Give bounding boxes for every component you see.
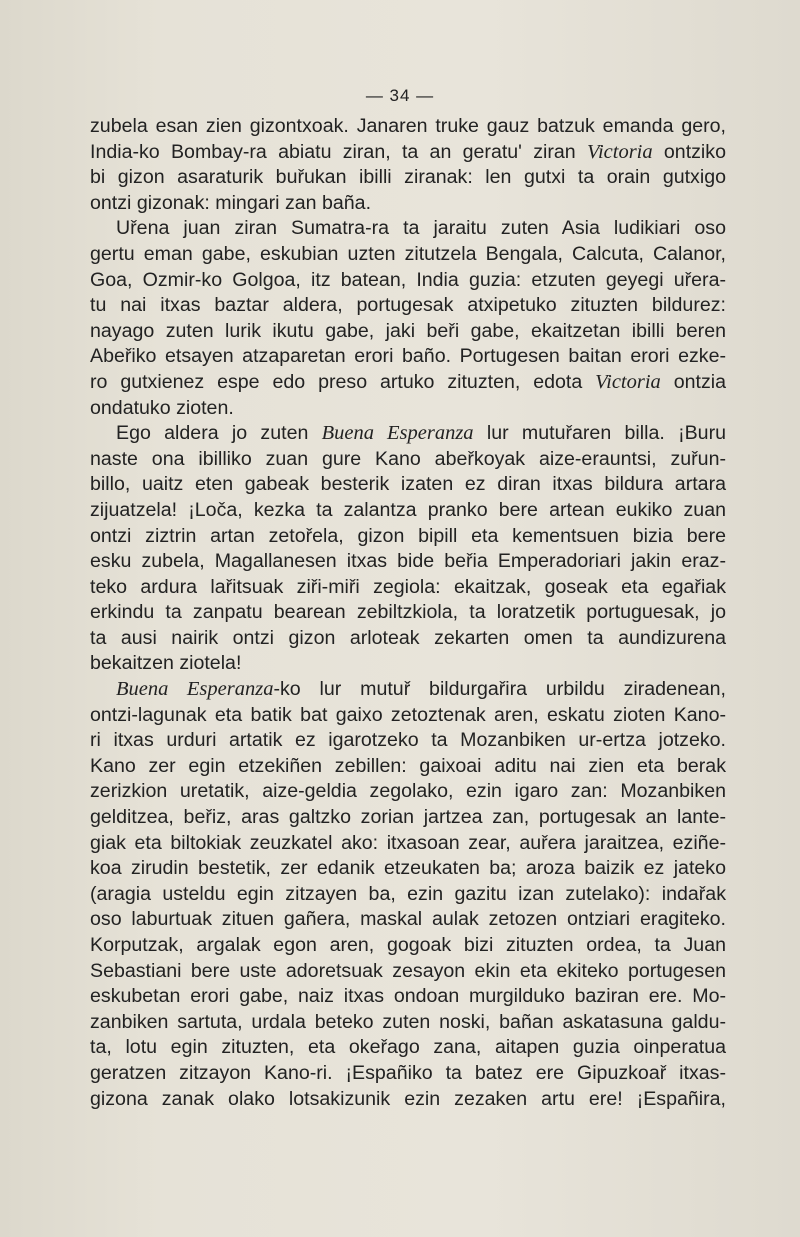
text-line xyxy=(90,114,726,140)
text-line xyxy=(90,677,726,703)
italic-run: Victoria xyxy=(586,140,653,163)
text-run: ontzi gizonak: mingari zan baña. xyxy=(90,191,372,214)
text-run: teko ardura lařitsuak ziři-miři zegiola: ekaitzak, goseak eta egařiak xyxy=(90,575,726,598)
text-line xyxy=(90,805,726,831)
text-line xyxy=(90,1061,726,1087)
text-run: ontzi ziztrin artan zetořela, gizon bipill eta kementsuen bizia bere xyxy=(90,524,726,547)
text-line xyxy=(90,472,726,498)
page-number: — 34 — xyxy=(365,86,435,105)
text-line xyxy=(90,242,726,268)
text-run: giak eta biltokiak zeuzkatel ako: itxasoan zear, auřera jaraitzea, eziñe- xyxy=(90,831,726,854)
text-line xyxy=(90,959,726,985)
text-run: zubela esan zien gizontxoak. Janaren truke gauz batzuk emanda gero, xyxy=(90,115,726,137)
text-run: Korputzak, argalak egon aren, gogoak bizi zituzten ordea, ta Juan xyxy=(90,934,726,956)
text-run: ro gutxienez espe edo preso artuko zituzten, edota xyxy=(90,370,596,393)
text-line xyxy=(90,447,726,473)
text-run: tu nai itxas baztar aldera, portugesak atxipetuko zituzten bildurez: xyxy=(90,294,726,317)
text-line xyxy=(90,549,726,575)
text-line xyxy=(90,754,726,780)
text-line xyxy=(90,779,726,805)
text-line xyxy=(90,933,726,959)
text-line xyxy=(90,728,726,754)
text-run: esku zubela, Magallanesen itxas bide beřia Emperadoriari jakin eraz- xyxy=(90,550,726,573)
italic-run: Buena Esperanza xyxy=(116,678,274,701)
text-line xyxy=(90,524,726,550)
text-line xyxy=(90,984,726,1010)
text-line xyxy=(90,1010,726,1036)
italic-run: Victoria xyxy=(595,370,661,393)
text-line xyxy=(90,651,726,677)
body-text xyxy=(90,114,726,1112)
text-line xyxy=(90,626,726,652)
text-run: Goa, Ozmir-ko Golgoa, itz batean, India guzia: etzuten geyegi uřera- xyxy=(90,268,726,291)
text-line xyxy=(90,396,726,422)
text-line xyxy=(90,703,726,729)
text-run: naste ona ibilliko zuan gure Kano abeřkoyak aize-erauntsi, zuřun- xyxy=(90,447,726,470)
text-line xyxy=(90,140,726,166)
text-run: zanbiken sartuta, urdala beteko zuten noski, bañan askatasuna galdu- xyxy=(90,1010,726,1033)
text-run: billo, uaitz eten gabeak besterik izaten ez diran itxas bildura artara xyxy=(90,473,726,496)
text-line xyxy=(90,319,726,345)
text-run: Uřena juan ziran Sumatra-ra ta jaraitu zuten Asia ludikiari oso xyxy=(116,217,726,240)
text-run: gelditzea, beřiz, aras galtzko zorian jartzea zan, portugesak an lante- xyxy=(90,806,726,829)
text-line xyxy=(90,293,726,319)
text-line xyxy=(90,191,726,217)
text-line xyxy=(90,421,726,447)
text-run: koa zirudin bestetik, zer edanik etzeukaten ba; aroza baizik ez jateko xyxy=(90,857,726,880)
text-run: oso laburtuak zituen gañera, maskal aulak zetozen ontziari eragiteko. xyxy=(90,908,726,931)
text-run: bi gizon asaraturik buřukan ibilli ziranak: len gutxi ta orain gutxigo xyxy=(90,166,726,189)
text-run: ta, lotu egin zituzten, eta okeřago zana, aitapen guzia oinperatua xyxy=(90,1036,726,1059)
text-line xyxy=(90,575,726,601)
text-run: Sebastiani bere uste adoretsuak zesayon ekin eta ekiteko portugesen xyxy=(90,959,726,982)
text-line xyxy=(90,831,726,857)
text-run: geratzen zitzayon Kano-ri. ¡Españiko ta batez ere Gipuzkoař itxas- xyxy=(90,1061,726,1084)
text-run: nayago zuten lurik ikutu gabe, jaki beři gabe, ekaitzetan ibilli beren xyxy=(90,319,726,342)
text-line xyxy=(90,344,726,370)
text-line xyxy=(90,882,726,908)
text-run: ontziko xyxy=(652,140,726,163)
text-line xyxy=(90,1087,726,1113)
text-run: ondatuko zioten. xyxy=(90,396,234,419)
italic-run: Buena Esperanza xyxy=(321,422,474,445)
text-run: lur mutuřaren billa. ¡Buru xyxy=(473,422,726,445)
text-line xyxy=(90,498,726,524)
text-line xyxy=(90,165,726,191)
text-run: eskubetan erori gabe, naiz itxas ondoan murgilduko baziran ere. Mo- xyxy=(90,985,726,1008)
text-run: -ko lur mutuř bildurgařira urbildu ziradenean, xyxy=(273,678,726,701)
text-run: erkindu ta zanpatu bearean zebiltzkiola, ta loratzetik portuguesak, jo xyxy=(90,601,726,624)
text-run: India-ko Bombay-ra abiatu ziran, ta an geratu' ziran xyxy=(90,140,587,163)
text-line xyxy=(90,600,726,626)
text-run: ontzi-lagunak eta batik bat gaixo zetoztenak aren, eskatu zioten Kano- xyxy=(90,703,726,726)
text-run: Kano zer egin etzekiñen zebillen: gaixoai aditu nai zien eta berak xyxy=(90,754,726,777)
text-run: ta ausi nairik ontzi gizon arloteak zekarten omen ta aundizurena xyxy=(90,626,726,649)
text-run: bekaitzen ziotela! xyxy=(90,652,242,675)
text-run: zerizkion uretatik, aize-geldia zegolako, ezin igaro zan: Mozanbiken xyxy=(90,780,726,803)
text-run: (aragia usteldu egin zitzayen ba, ezin gazitu izan zutelako): indařak xyxy=(90,882,726,905)
text-run: zijuatzela! ¡Loča, kezka ta zalantza pranko bere artean eukiko zuan xyxy=(90,498,726,521)
text-line xyxy=(90,907,726,933)
text-run: Ego aldera jo zuten xyxy=(116,422,322,445)
text-run: ri itxas urduri artatik ez igarotzeko ta Mozanbiken ur-ertza jotzeko. xyxy=(90,729,726,752)
text-line xyxy=(90,268,726,294)
text-run: gertu eman gabe, eskubian uzten zitutzela Bengala, Calcuta, Calanor, xyxy=(90,242,726,265)
text-line xyxy=(90,370,726,396)
text-line xyxy=(90,856,726,882)
text-line xyxy=(90,1035,726,1061)
text-run: ontzia xyxy=(660,370,726,393)
text-run: gizona zanak olako lotsakizunik ezin zezaken artu ere! ¡Españira, xyxy=(90,1087,726,1110)
text-run: Abeřiko etsayen atzaparetan erori baño. Portugesen baitan erori ezke- xyxy=(90,345,726,368)
text-line xyxy=(90,216,726,242)
